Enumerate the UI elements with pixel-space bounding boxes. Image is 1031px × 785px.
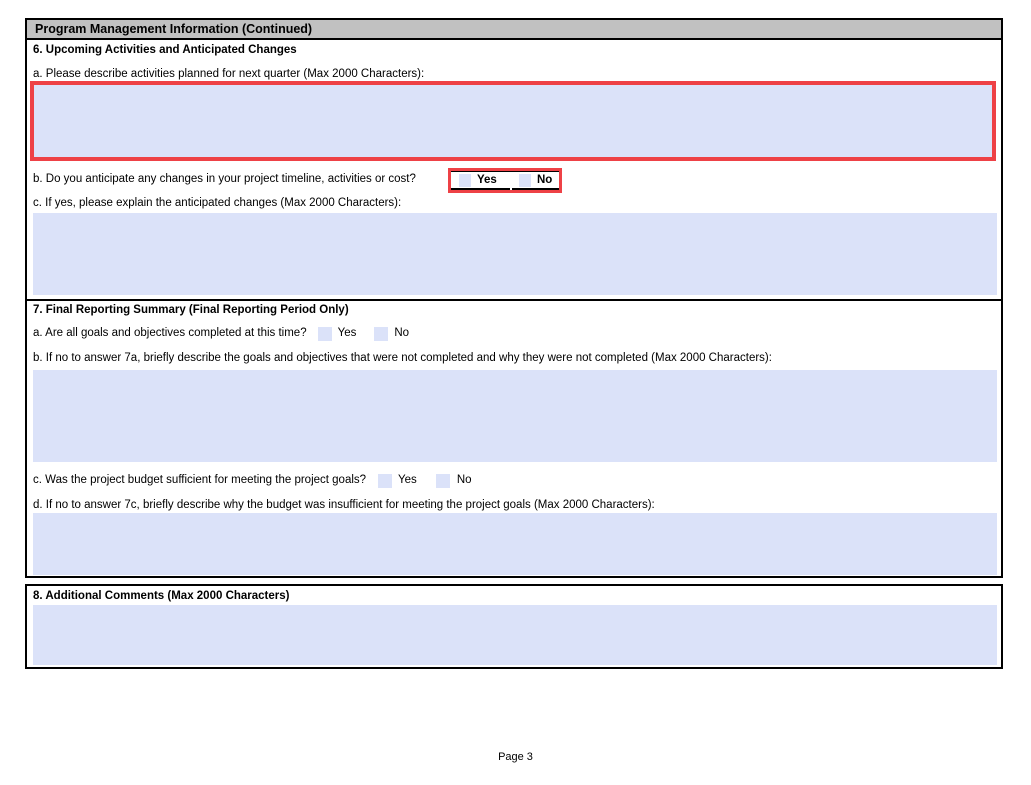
question-6b-label: b. Do you anticipate any changes in your project timeline, activities or cost?: [33, 173, 416, 185]
goals-completed-no-label: No: [394, 327, 410, 339]
question-6a-label: a. Please describe activities planned for next quarter (Max 2000 Characters):: [33, 68, 425, 80]
goals-completed-yes-checkbox[interactable]: [318, 327, 332, 341]
anticipate-changes-no-checkbox[interactable]: [519, 174, 531, 187]
explain-anticipated-changes-textarea[interactable]: [33, 213, 997, 295]
section-8-container: [25, 584, 1003, 669]
goals-not-completed-textarea[interactable]: [33, 370, 997, 462]
question-7d-label: d. If no to answer 7c, briefly describe why the budget was insufficient for meeting the project goals (Max 2000 Characters):: [33, 499, 655, 511]
anticipate-changes-yes-label: Yes: [477, 174, 497, 186]
anticipate-changes-yesno-highlight: [448, 168, 562, 193]
anticipate-changes-yesno-group: [451, 171, 559, 190]
question-6c-label: c. If yes, please explain the anticipated changes (Max 2000 Characters):: [33, 197, 402, 209]
section-8-title: 8. Additional Comments (Max 2000 Characters): [33, 590, 290, 602]
form-section-header: [25, 18, 1003, 40]
section-7-title: 7. Final Reporting Summary (Final Reporting Period Only): [33, 304, 349, 316]
budget-sufficient-yes-label: Yes: [398, 474, 417, 486]
budget-insufficient-textarea[interactable]: [33, 513, 997, 575]
additional-comments-textarea[interactable]: [33, 605, 997, 665]
budget-sufficient-no-checkbox[interactable]: [436, 474, 450, 488]
goals-completed-no-checkbox[interactable]: [374, 327, 388, 341]
activities-next-quarter-textarea[interactable]: [30, 81, 996, 161]
page-number: Page 3: [498, 751, 533, 763]
sections-6-7-container: [25, 40, 1003, 578]
goals-completed-yes-label: Yes: [337, 327, 357, 339]
anticipate-changes-yes-checkbox[interactable]: [459, 174, 471, 187]
budget-sufficient-yes-checkbox[interactable]: [378, 474, 392, 488]
section-divider: [27, 299, 1001, 301]
question-7b-label: b. If no to answer 7a, briefly describe the goals and objectives that were not completed and why they were not completed (Max 2000 Characters):: [33, 352, 772, 364]
form-section-header-title: Program Management Information (Continued): [35, 22, 313, 36]
question-7a-row: [33, 326, 409, 341]
section-6-title: 6. Upcoming Activities and Anticipated Changes: [33, 44, 297, 56]
budget-sufficient-no-label: No: [456, 474, 472, 486]
anticipate-changes-no-label: No: [537, 174, 553, 186]
anticipate-changes-yes-option[interactable]: [451, 172, 510, 190]
question-7c-row: [33, 473, 472, 488]
anticipate-changes-no-option[interactable]: [512, 172, 559, 190]
question-7a-label: a. Are all goals and objectives completed at this time?: [33, 327, 307, 339]
question-7c-label: c. Was the project budget sufficient for meeting the project goals?: [33, 474, 367, 486]
